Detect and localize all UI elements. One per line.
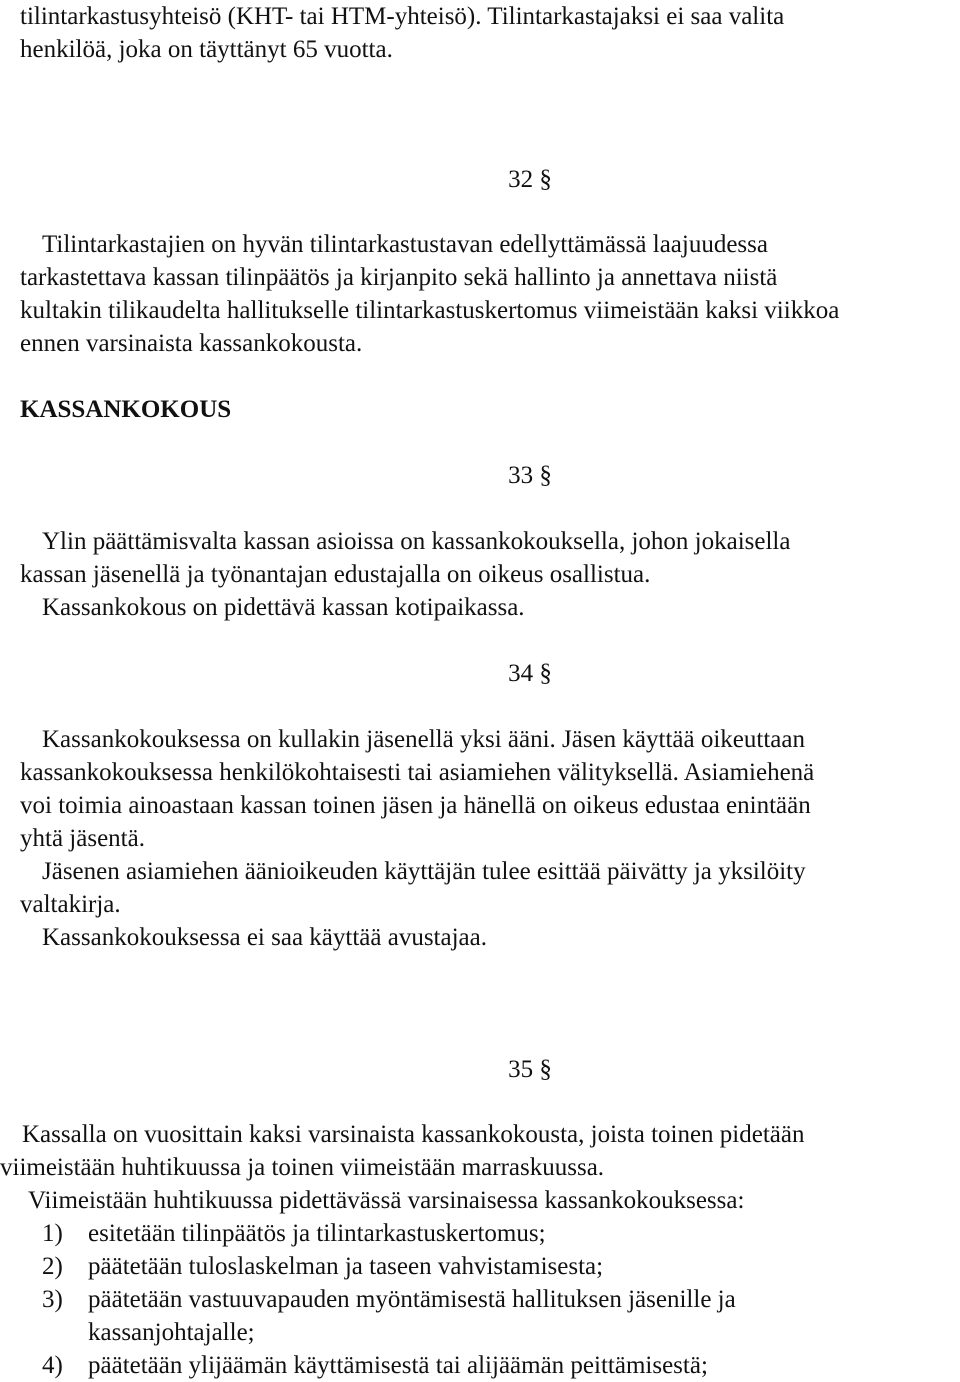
list-item bbox=[42, 1217, 546, 1250]
section-heading-32: 32 § bbox=[508, 166, 552, 193]
text-line: valtakirja. bbox=[20, 891, 121, 918]
section-heading-35: 35 § bbox=[508, 1056, 552, 1083]
section-heading-34: 34 § bbox=[508, 660, 552, 687]
text-line: kassan jäsenellä ja työnantajan edustajalla on oikeus osallistua. bbox=[20, 561, 651, 588]
list-item-number: 2) bbox=[42, 1253, 63, 1280]
text-line: Kassankokous on pidettävä kassan kotipaikassa. bbox=[42, 594, 525, 621]
list-item-text: esitetään tilinpäätös ja tilintarkastuskertomus; bbox=[88, 1220, 546, 1247]
text-line: Viimeistään huhtikuussa pidettävässä varsinaisessa kassankokouksessa: bbox=[28, 1187, 745, 1214]
text-line: kassankokouksessa henkilökohtaisesti tai asiamiehen välityksellä. Asiamiehenä bbox=[20, 759, 815, 786]
list-item bbox=[42, 1283, 736, 1316]
text-line: viimeistään huhtikuussa ja toinen viimeistään marraskuussa. bbox=[0, 1154, 605, 1181]
text-line: tilintarkastusyhteisö (KHT- tai HTM-yhteisö). Tilintarkastajaksi ei saa valita bbox=[20, 3, 785, 30]
text-line: henkilöä, joka on täyttänyt 65 vuotta. bbox=[20, 36, 393, 63]
text-line: yhtä jäsentä. bbox=[20, 825, 145, 852]
text-line: Tilintarkastajien on hyvän tilintarkastustavan edellyttämässä laajuudessa bbox=[42, 231, 768, 258]
list-item bbox=[42, 1349, 708, 1382]
list-item-number: 1) bbox=[42, 1220, 63, 1247]
section-heading-33: 33 § bbox=[508, 462, 552, 489]
text-line: ennen varsinaista kassankokousta. bbox=[20, 330, 363, 357]
text-line: Kassalla on vuosittain kaksi varsinaista kassankokousta, joista toinen pidetään bbox=[22, 1121, 805, 1148]
list-item-number: 3) bbox=[42, 1286, 63, 1313]
text-line: tarkastettava kassan tilinpäätös ja kirjanpito sekä hallinto ja annettava niistä bbox=[20, 264, 778, 291]
list-item-continuation: kassanjohtajalle; bbox=[88, 1319, 255, 1346]
chapter-title: KASSANKOKOUS bbox=[20, 396, 232, 423]
text-line: voi toimia ainoastaan kassan toinen jäsen ja hänellä on oikeus edustaa enintään bbox=[20, 792, 811, 819]
text-line: Jäsenen asiamiehen äänioikeuden käyttäjän tulee esittää päivätty ja yksilöity bbox=[42, 858, 806, 885]
text-line: Ylin päättämisvalta kassan asioissa on kassankokouksella, johon jokaisella bbox=[42, 528, 791, 555]
text-line: Kassankokouksessa on kullakin jäsenellä yksi ääni. Jäsen käyttää oikeuttaan bbox=[42, 726, 805, 753]
text-line: Kassankokouksessa ei saa käyttää avustajaa. bbox=[42, 924, 487, 951]
list-item-number: 4) bbox=[42, 1352, 63, 1379]
list-item-text: päätetään vastuuvapauden myöntämisestä hallituksen jäsenille ja bbox=[88, 1286, 736, 1313]
list-item bbox=[42, 1250, 603, 1283]
text-line: kultakin tilikaudelta hallitukselle tilintarkastuskertomus viimeistään kaksi viikkoa bbox=[20, 297, 840, 324]
list-item-text: päätetään tuloslaskelman ja taseen vahvistamisesta; bbox=[88, 1253, 604, 1280]
list-item-text: päätetään ylijäämän käyttämisestä tai alijäämän peittämisestä; bbox=[88, 1352, 708, 1379]
